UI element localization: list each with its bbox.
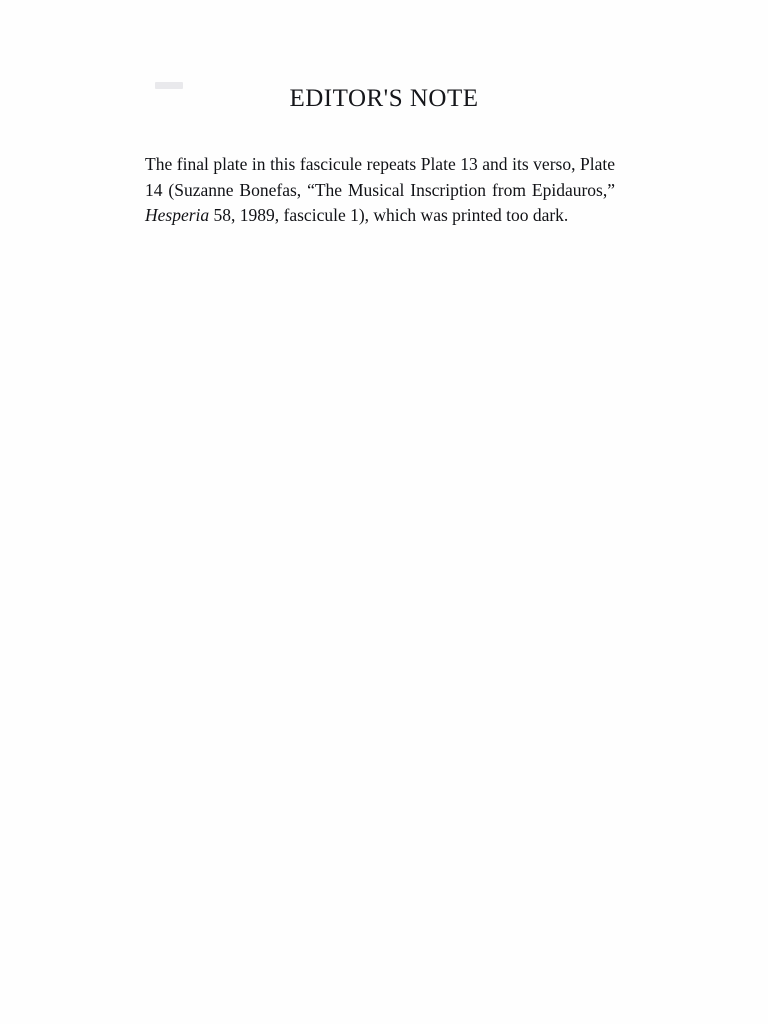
page-title: EDITOR'S NOTE [289,84,479,112]
editor-note-paragraph [145,152,615,229]
note-segment-3: 58, 1989, fascicule 1), which was printed too dark. [209,205,569,225]
note-segment-1: The final plate in this fascicule repeats Plate 13 and its verso, Plate 14 (Suzanne Bonefas, “The Musical Inscription from Epidauros,” [145,154,615,200]
note-segment-journal-title: Hesperia [145,205,210,225]
editor-note-text [145,152,615,229]
